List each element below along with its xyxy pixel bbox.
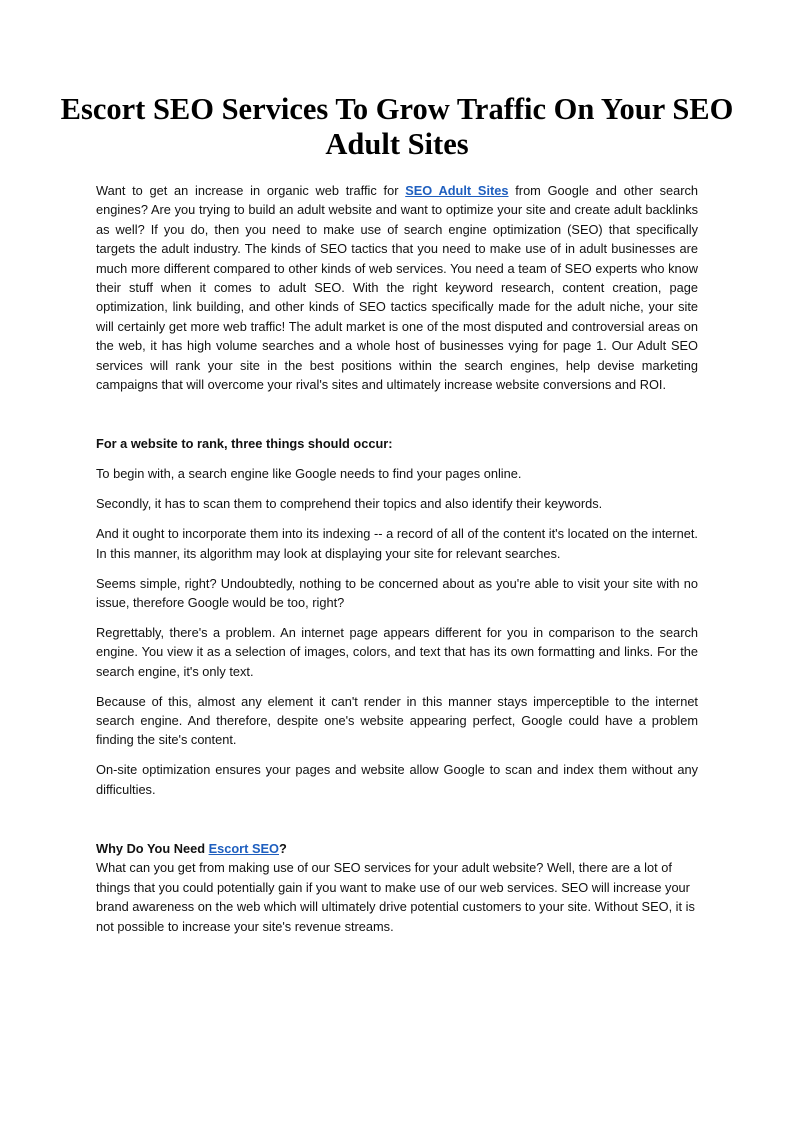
article-body <box>96 181 698 936</box>
why-section-body: What can you get from making use of our SEO services for your adult website? Well, there are a lot of things that you could potentially gain if you want to make use of our web services. SEO will increase your brand awareness on the web which will ultimately drive potential customers to your site. Without SEO, it is not possible to increase your site's revenue streams. <box>96 860 695 934</box>
rank-paragraph-3: And it ought to incorporate them into its indexing -- a record of all of the content it's located on the internet. In this manner, its algorithm may look at displaying your site for relevant searches. <box>96 526 698 561</box>
page-title: Escort SEO Services To Grow Traffic On Your SEO Adult Sites <box>60 92 734 161</box>
seo-adult-sites-link[interactable]: SEO Adult Sites <box>405 183 509 198</box>
why-heading-question-mark: ? <box>279 841 287 857</box>
rank-paragraph-1: To begin with, a search engine like Google needs to find your pages online. <box>96 466 522 482</box>
why-section-heading <box>96 839 698 858</box>
rank-paragraph-7: On-site optimization ensures your pages and website allow Google to scan and index them without any difficulties. <box>96 762 698 797</box>
rank-paragraph-5: Regrettably, there's a problem. An internet page appears different for you in comparison to the search engine. You view it as a selection of images, colors, and text that has its own formatting and links. For the search engine, it's only text. <box>96 624 698 679</box>
intro-paragraph <box>96 181 698 394</box>
intro-text-after: from Google and other search engines? Are you trying to build an adult website and want to optimize your site and create adult backlinks as well? If you do, then you need to make use of search engine optimization (SEO) that specifically targets the adult industry. The kinds of SEO tactics that you need to make use of in adult businesses are much more different compared to other kinds of web services. You need a team of SEO experts who know their stuff when it comes to adult SEO. With the right keyword research, content creation, page optimization, link building, and other kinds of SEO tactics specifically made for the adult niche, your site will certainly get more web traffic! The adult market is one of the most disputed and controversial areas on the web, it has high volume searches and a whole host of businesses vying for page 1. Our Adult SEO services will rank your site in the best positions within the search engines, help devise marketing campaigns that will overcome your rival's sites and ultimately increase website conversions and ROI. <box>96 183 698 393</box>
rank-paragraph-4: Seems simple, right? Undoubtedly, nothing to be concerned about as you're able to visit your site with no issue, therefore Google would be too, right? <box>96 575 698 610</box>
why-heading-text: Why Do You Need <box>96 841 209 857</box>
intro-text-before: Want to get an increase in organic web traffic for <box>96 183 406 198</box>
rank-paragraph-6: Because of this, almost any element it can't render in this manner stays imperceptible to the internet search engine. And therefore, despite one's website appearing perfect, Google could have a problem finding the site's content. <box>96 693 698 748</box>
rank-section-heading: For a website to rank, three things should occur: <box>96 436 393 452</box>
escort-seo-link[interactable]: Escort SEO <box>208 841 279 857</box>
rank-paragraph-2: Secondly, it has to scan them to comprehend their topics and also identify their keywords. <box>96 496 603 512</box>
